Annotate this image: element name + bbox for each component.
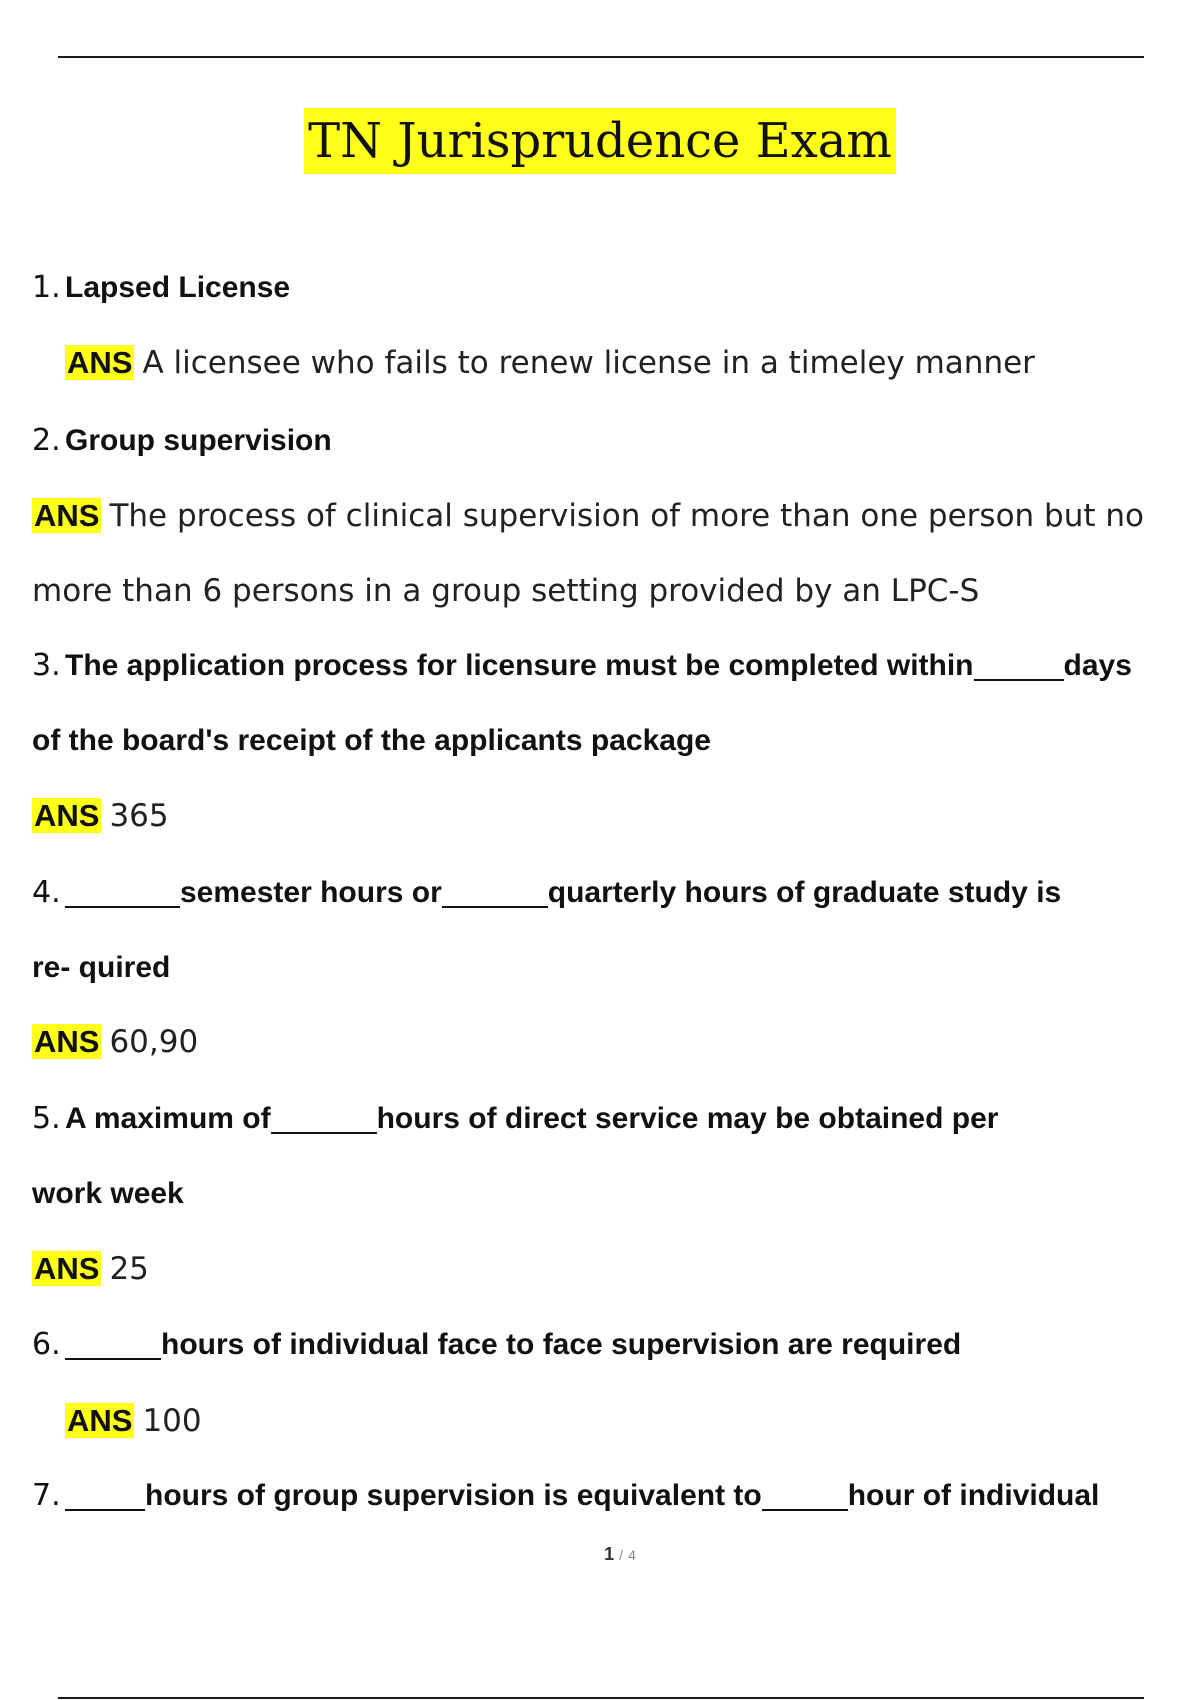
question-text: hours of individual face to face supervision are required [161, 1328, 962, 1361]
answer-text: 365 [109, 798, 169, 834]
question-5 [32, 1097, 998, 1141]
ans-label: ANS [34, 1251, 100, 1286]
question-number: 7. [32, 1478, 61, 1513]
question-3-line-2 [32, 719, 711, 763]
question-text: Lapsed License [65, 271, 291, 304]
fill-blank [762, 1479, 848, 1511]
answer-text: more than 6 persons in a group setting provided by an LPC-S [32, 573, 980, 609]
ans-label: ANS [67, 345, 133, 380]
page-title: TN Jurisprudence Exam [304, 108, 896, 174]
question-6 [32, 1323, 961, 1367]
question-number: 1. [32, 270, 61, 305]
question-text: work week [32, 1177, 184, 1210]
question-4 [32, 871, 1061, 915]
question-text: The application process for licensure must be completed within [65, 649, 974, 682]
question-text: re- quired [32, 951, 171, 984]
question-2 [32, 419, 332, 463]
answer-3 [32, 794, 169, 838]
question-number: 6. [32, 1327, 61, 1362]
bottom-rule [58, 1697, 1144, 1699]
top-rule [58, 56, 1144, 58]
answer-text: The process of clinical supervision of more than one person but no [109, 498, 1144, 534]
question-7 [32, 1474, 1099, 1518]
fill-blank [442, 876, 548, 908]
answer-4 [32, 1020, 198, 1064]
answer-text: 60,90 [109, 1024, 199, 1060]
question-text-cont: hour of individual [847, 1479, 1100, 1512]
question-number: 4. [32, 875, 61, 910]
question-3 [32, 644, 1132, 688]
page-separator: / [619, 1547, 624, 1563]
answer-5 [32, 1247, 149, 1291]
fill-blank [65, 1479, 145, 1511]
question-number: 5. [32, 1101, 61, 1136]
question-5-line-2 [32, 1172, 184, 1216]
question-text: A maximum of [65, 1102, 271, 1135]
question-text-cont: quarterly hours of graduate study is [547, 876, 1062, 909]
ans-label: ANS [34, 798, 100, 833]
question-number: 2. [32, 423, 61, 458]
page-number [0, 1544, 1200, 1565]
answer-2 [32, 494, 1144, 538]
question-number: 3. [32, 648, 61, 683]
ans-label: ANS [34, 498, 100, 533]
question-text: semester hours or [180, 876, 442, 909]
fill-blank [271, 1102, 377, 1134]
answer-text: 100 [142, 1403, 202, 1439]
question-text: of the board's receipt of the applicants package [32, 724, 711, 757]
answer-text: 25 [109, 1251, 149, 1287]
answer-6 [65, 1399, 202, 1443]
question-text: hours of group supervision is equivalent to [145, 1479, 762, 1512]
title-container [0, 108, 1200, 174]
answer-2-continued [32, 569, 979, 613]
ans-label: ANS [67, 1403, 133, 1438]
fill-blank [974, 649, 1064, 681]
answer-1 [65, 341, 1035, 385]
fill-blank [65, 1328, 161, 1360]
page-total: 4 [628, 1547, 636, 1563]
question-text-cont: hours of direct service may be obtained per [376, 1102, 999, 1135]
question-text-cont: days [1063, 649, 1132, 682]
question-text: Group supervision [65, 424, 332, 457]
answer-text: A licensee who fails to renew license in a timeley manner [142, 345, 1035, 381]
question-1 [32, 266, 290, 310]
ans-label: ANS [34, 1024, 100, 1059]
page-current: 1 [604, 1544, 615, 1564]
question-4-line-2 [32, 946, 170, 990]
fill-blank [65, 876, 180, 908]
